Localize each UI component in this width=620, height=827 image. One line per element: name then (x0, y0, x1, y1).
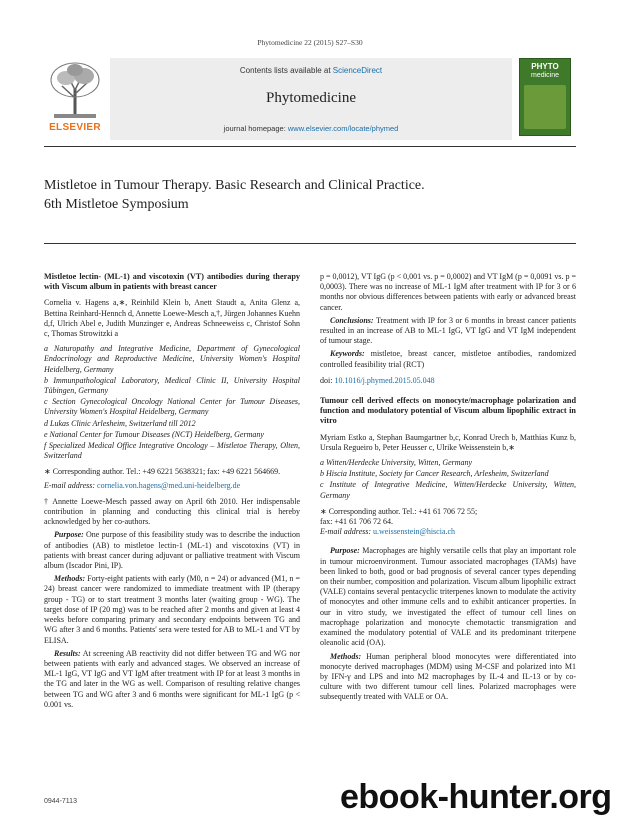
watermark: ebook-hunter.org (340, 778, 612, 816)
results-text: At screening AB reactivity did not differ between TG and WG nor between patients with early and advanced stages. We observed an increase of ML-1 IgG, VT IgG and VT IgM after treatment with IP for at least 3 months in the TG and later in the WG as well. Comparison of resulting relative changes between TG and WG after 3 and 6 months were significant for ML-1 IgG (p < 0.001 vs. (44, 648, 300, 709)
email-label: E-mail address: (44, 480, 98, 490)
sciencedirect-link[interactable]: ScienceDirect (332, 66, 383, 75)
keywords-paragraph (320, 349, 576, 369)
footnote: † Annette Loewe-Mesch passed away on April 6th 2010. Her indispensable contribution in planning and conducting this clinical trial is hereby acknowledged by her co-authors. (44, 496, 300, 527)
affiliation: f Specialized Medical Office Integrative Oncology – Mistletoe Therapy, Olten, Switzerland (44, 441, 300, 461)
affiliation: a Naturopathy and Integrative Medicine, Department of Gynecological Endocrinology and Reproductive Medicine, University Women's Hospital Heidelberg, Germany (44, 344, 300, 374)
affiliation: e National Center for Tumour Diseases (NCT) Heidelberg, Germany (44, 429, 264, 439)
email-line (44, 481, 300, 491)
title-line-2: 6th Mistletoe Symposium (44, 197, 189, 212)
keywords-label: Keywords: (330, 349, 365, 359)
header-rule (44, 146, 576, 147)
conclusions-label: Conclusions: (330, 315, 374, 325)
conclusions-paragraph (320, 316, 576, 347)
purpose-text-2: Macrophages are highly versatile cells that play an important role in tumour microenvironment. Tumour associated macrophages (TAMs) have been linked to both, good or bad prognosis of several cancer types depending on their number, composition and polarization. Viscum album lipophilic extract (VALE) contains several pentacyclic triterpenes known to modulate the activity of monocytes and other immune cells and to exhibit anticancer properties. In our in vitro study, we investigated the effect of tumour cell lines on macrophage polarization and monocyte chemotactic transmigration and examined the modulatory potential of VALE and its predominant triterpene oleanolic acid (OA). (320, 546, 576, 648)
email-label-2: E-mail address: (320, 527, 374, 537)
journal-name: Phytomedicine (266, 90, 356, 106)
methods-text: Forty-eight patients with early (M0, n = 24) or advanced (M1, n = 24) breast cancer were randomized to immediate treatment with IP (therapy group - TG) or to start treatment 3 months later (waiting group - WG). The target dose of IP (20 mg) was to be reached after 2 months and given at least 4 weeks before comparing primary and secondary endpoints between TG and WG after 3 and 6 months. Patients' sera were tested for AB to ML-1 and VT by ELISA. (44, 574, 300, 645)
methods-label-2: Methods: (330, 651, 362, 661)
journal-reference: Phytomedicine 22 (2015) S27–S30 (257, 38, 363, 47)
purpose-text: One purpose of this feasibility study was to describe the induction of antibodies (AB) to mistletoe lectin-1 (ML-1) and viscotoxins (VT) in patients with breast cancer during adjuvant or palliative treatment with Viscum album (Iscador Pini, IP). (44, 530, 300, 571)
results-continued: p = 0,0012), VT IgG (p < 0,001 vs. p = 0,0002) and VT IgM (p = 0,0091 vs. p = 0,0003). There was no increase of ML-1 IgM after treatment with IP for 3 or 6 months nor obvious differences between patients with early or advanced breast cancer. (320, 272, 576, 312)
author-list: Cornelia v. Hagens a,∗, Reinhild Klein b, Anett Staudt a, Anita Glenz a, Bettina Reinhard-Hennch d, Annette Loewe-Mesch a,†, Jürgen Johannes Kuehn d,f, Ulrich Abel e, Judith Munzinger e, Andreas Schneeweiss c, Christof Sohn c, Thomas Strowitzki a (44, 298, 301, 339)
issn: 0944-7113 (44, 798, 77, 805)
corresponding-author: ∗ Corresponding author. Tel.: +49 6221 5638321; fax: +49 6221 564669. (44, 467, 281, 477)
email-link[interactable]: cornelia.von.hagens@med.uni-heidelberg.de (97, 480, 241, 490)
affiliation: b Immunpathological Laboratory, Medical Clinic II, University Hospital Tübingen, Germany (44, 375, 300, 396)
methods-paragraph (44, 574, 300, 645)
article-title-2: Tumour cell derived effects on monocyte/macrophage polarization and function and modulatory potential of Viscum album lipophilic extract in vitro (320, 396, 576, 426)
doi-link[interactable]: 10.1016/j.phymed.2015.05.048 (334, 375, 435, 385)
publisher-name: ELSEVIER (49, 122, 101, 133)
methods-text-2: Human peripheral blood monocytes were differentiated into monocyte derived macrophages (MDM) using M-CSF and polarized into M1 by IFN-γ and LPS and into M2 macrophages by IL-4 and IL-13 or by co-culture with two different tumour cell lines. Polarized macrophages were subsequently treated with VALE or OA. (320, 651, 576, 702)
methods-paragraph-2 (320, 652, 576, 703)
doi-line (320, 376, 576, 386)
purpose-label-2: Purpose: (330, 546, 360, 556)
results-label: Results: (54, 648, 81, 658)
left-column (44, 272, 300, 713)
homepage-prefix: journal homepage: (223, 124, 288, 133)
homepage-link[interactable]: www.elsevier.com/locate/phymed (287, 124, 399, 133)
conclusions-text: Treatment with IP for 3 or 6 months in breast cancer patients resulted in an increase of AB to ML-1 IgG, VT IgG and VT IgM independent of tumour stage. (320, 315, 576, 346)
methods-label: Methods: (54, 574, 86, 584)
corresponding-author-2: ∗ Corresponding author. Tel.: +41 61 706 72 55; (320, 506, 478, 516)
keywords-text: mistletoe, breast cancer, mistletoe antibodies, randomized controlled feasibility trial (RCT) (320, 349, 576, 369)
author-list-2: Myriam Estko a, Stephan Baumgartner b,c, Konrad Urech b, Matthias Kunz b, Ursula Regueiro b, Peter Heusser c, Ulrike Weissenstein b,∗ (320, 432, 576, 452)
journal-cover-image (519, 58, 571, 136)
affiliation: c Institute of Integrative Medicine, Witten/Herdecke University, Witten, Germany (320, 480, 576, 500)
purpose-label: Purpose: (54, 530, 84, 540)
results-paragraph (44, 649, 300, 710)
cover-subtitle: medicine (530, 72, 559, 79)
affiliation: a Witten/Herdecke University, Witten, Germany (320, 458, 473, 468)
page-title (44, 176, 576, 214)
contents-line (110, 66, 512, 75)
contents-prefix: Contents lists available at (239, 66, 333, 75)
cover-photo (524, 85, 566, 129)
email-link-2[interactable]: u.weissenstein@hiscia.ch (373, 527, 456, 537)
affiliation: c Section Gynecological Oncology National Center for Tumour Diseases, University Women's Hospital Heidelberg, Germany (44, 397, 300, 417)
affiliation: b Hiscia Institute, Society for Cancer Research, Arlesheim, Switzerland (320, 469, 549, 479)
affiliation: d Lukas Clinic Arlesheim, Switzerland till 2012 (44, 418, 196, 428)
purpose-paragraph (44, 530, 300, 571)
doi-prefix: doi: (320, 375, 335, 385)
email-line-2 (320, 527, 576, 537)
right-column (320, 272, 576, 706)
purpose-paragraph-2 (320, 546, 576, 648)
fax-line: fax: +41 61 706 72 64. (320, 517, 393, 527)
journal-homepage-line (110, 124, 512, 133)
title-rule (44, 243, 576, 244)
title-line-1: Mistletoe in Tumour Therapy. Basic Research and Clinical Practice. (44, 178, 425, 193)
article-title: Mistletoe lectin- (ML-1) and viscotoxin (VT) antibodies during therapy with Viscum album in patients with breast cancer (44, 272, 300, 292)
cover-title: PHYTO (531, 62, 559, 71)
